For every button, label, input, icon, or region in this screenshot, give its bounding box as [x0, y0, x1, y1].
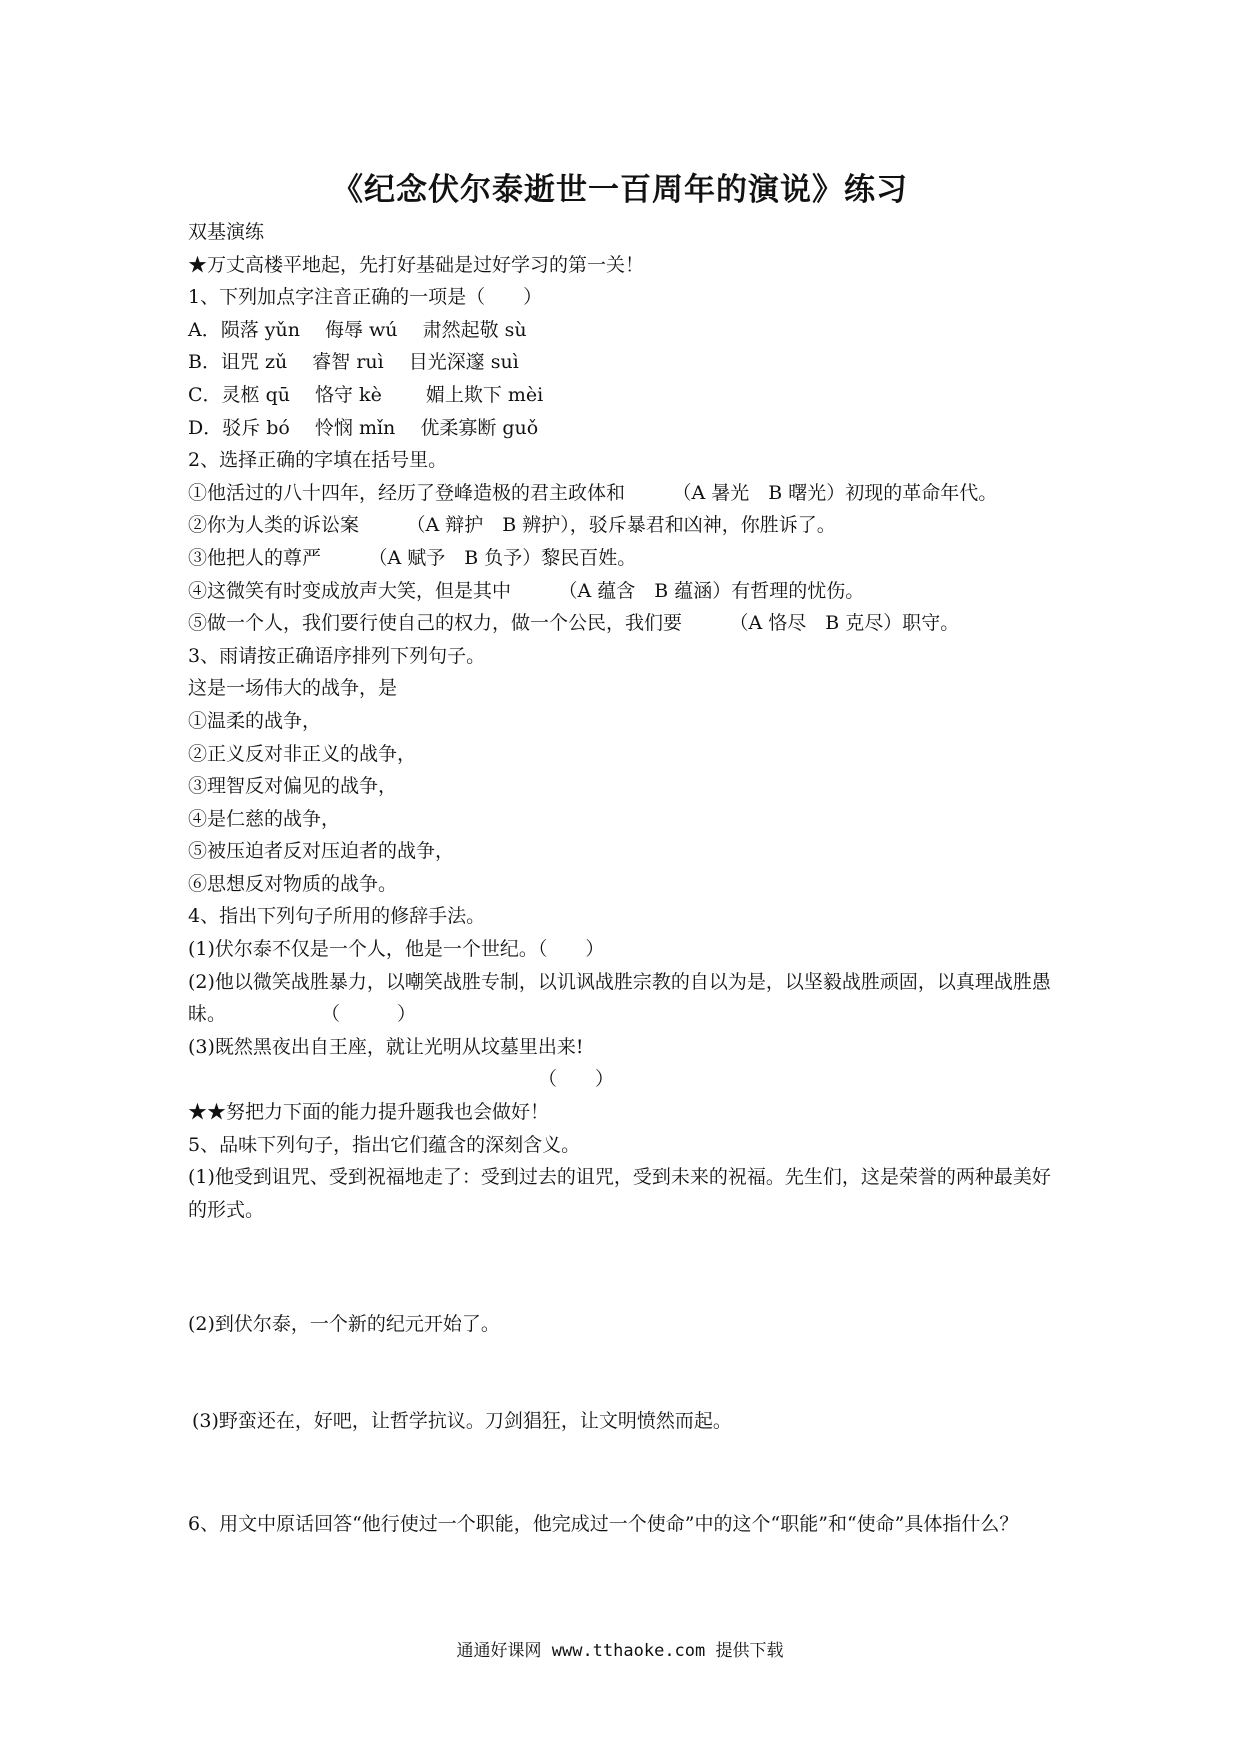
question-4-item-1: (1)伏尔泰不仅是一个人，他是一个世纪。（ ）	[188, 938, 605, 961]
answer-space	[188, 1226, 1068, 1308]
question-1-option-d: D．驳斥 bó 怜悯 mǐn 优柔寡断 guǒ	[188, 416, 539, 439]
question-2-item: ③他把人的尊严 （A 赋予 B 负予）黎民百姓。	[188, 546, 637, 569]
question-2-stem: 2、选择正确的字填在括号里。	[188, 449, 448, 472]
section-intro: ★万丈高楼平地起，先打好基础是过好学习的第一关！	[188, 253, 645, 276]
question-5-stem: 5、品味下列句子，指出它们蕴含的深刻含义。	[188, 1133, 581, 1156]
question-1-option-b: B．诅咒 zǔ 睿智 ruì 目光深邃 suì	[188, 351, 519, 374]
answer-space	[188, 1438, 1068, 1508]
question-5-item-2: (2)到伏尔泰，一个新的纪元开始了。	[188, 1313, 500, 1336]
answer-blank: （ ）	[538, 1068, 615, 1091]
question-3-item: ⑥思想反对物质的战争。	[188, 872, 398, 895]
question-1-stem: 1、下列加点字注音正确的一项是（ ）	[188, 286, 543, 309]
footer-source: 通通好课网 www.tthaoke.com 提供下载	[456, 1641, 784, 1661]
question-3-item: ②正义反对非正义的战争，	[188, 742, 417, 765]
question-2-item: ④这微笑有时变成放声大笑，但是其中 （A 蕴含 B 蕴涵）有哲理的忧伤。	[188, 579, 865, 602]
question-3-lead: 这是一场伟大的战争，是	[188, 677, 398, 700]
question-4-item-2: (2)他以微笑战胜暴力，以嘲笑战胜专制，以讥讽战胜宗教的自以为是，以坚毅战胜顽固，以真理战胜愚昧。 （ ）	[188, 970, 1051, 1026]
question-1-option-c: C．灵柩 qū 恪守 kè 媚上欺下 mèi	[188, 383, 544, 406]
question-2-item: ⑤做一个人，我们要行使自己的权力，做一个公民，我们要 （A 恪尽 B 克尽）职守。	[188, 612, 960, 635]
question-6-stem: 6、用文中原话回答“他行使过一个职能，他完成过一个使命”中的这个“职能”和“使命”具体指什么？	[188, 1512, 1019, 1535]
question-3-item: ①温柔的战争，	[188, 709, 322, 732]
page-title: 《纪念伏尔泰逝世一百周年的演说》练习	[332, 172, 908, 208]
question-2-item: ②你为人类的诉讼案 （A 辩护 B 辨护），驳斥暴君和凶神，你胜诉了。	[188, 514, 836, 537]
section-heading: 双基演练	[188, 221, 265, 243]
question-2-item: ①他活过的八十四年，经历了登峰造极的君主政体和 （A 暑光 B 曙光）初现的革命年代。	[188, 481, 998, 504]
question-3-item: ④是仁慈的战争，	[188, 807, 341, 830]
question-4-stem: 4、指出下列句子所用的修辞手法。	[188, 905, 486, 928]
question-1-option-a: A．陨落 yǔn 侮辱 wú 肃然起敬 sù	[188, 318, 527, 341]
question-3-item: ③理智反对偏见的战争，	[188, 775, 398, 798]
section-intro: ★★努把力下面的能力提升题我也会做好！	[188, 1101, 550, 1124]
answer-space	[188, 1341, 1068, 1405]
question-3-stem: 3、雨请按正确语序排列下列句子。	[188, 644, 486, 667]
question-4-item-3: (3)既然黑夜出自王座，就让光明从坟墓里出来!	[188, 1035, 584, 1058]
exercise-body	[188, 216, 1068, 1540]
question-5-item-3: (3)野蛮还在，好吧，让哲学抗议。刀剑猖狂，让文明愤然而起。	[192, 1410, 732, 1432]
question-3-item: ⑤被压迫者反对压迫者的战争，	[188, 840, 455, 863]
question-5-item-1: (1)他受到诅咒、受到祝福地走了：受到过去的诅咒，受到未来的祝福。先生们，这是荣誉的两种最美好的形式。	[188, 1166, 1051, 1221]
